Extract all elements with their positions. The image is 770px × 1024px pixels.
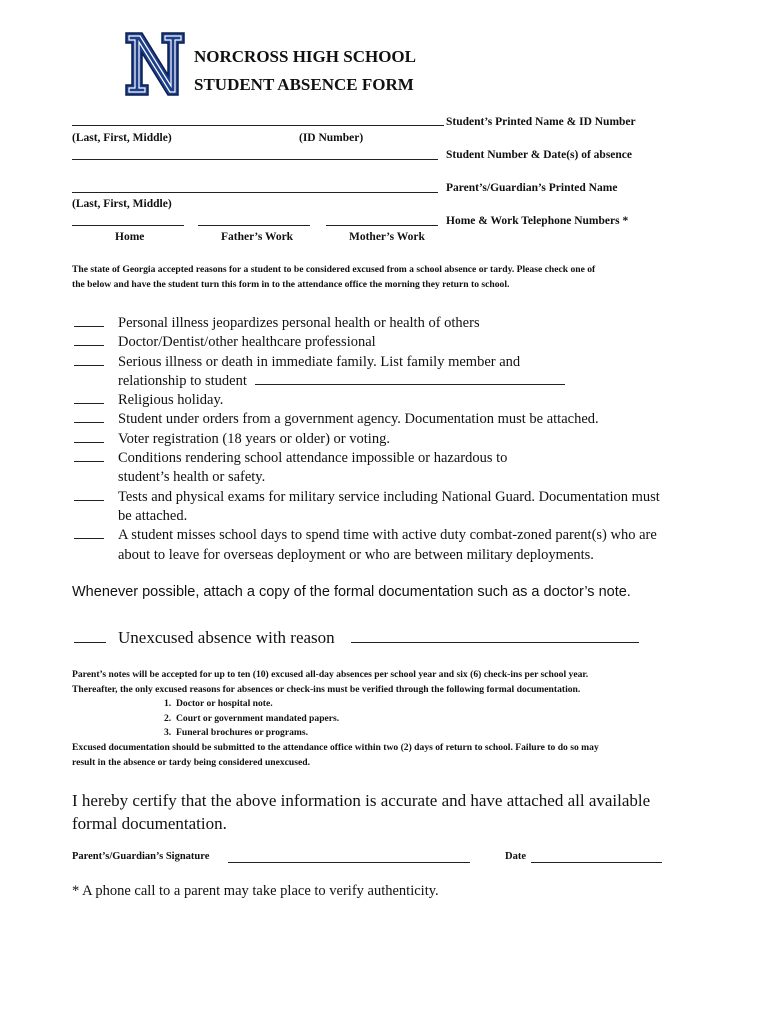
certify-line-1: I hereby certify that the above information is accurate and have attached all available — [72, 791, 651, 810]
reasons-list — [74, 314, 660, 565]
reason-item-8-cont: be attached. — [118, 507, 188, 524]
reason-item-1[interactable]: Personal illness jeopardizes personal health or health of others — [74, 314, 660, 333]
reason-item-7[interactable]: Conditions rendering school attendance impossible or hazardous to — [74, 449, 660, 468]
last-first-middle-label: (Last, First, Middle) — [72, 132, 172, 144]
intro-line-1: The state of Georgia accepted reasons for a student to be considered excused from a school absence or tardy. Please check one of — [72, 264, 596, 275]
check-blank[interactable] — [74, 526, 104, 539]
student-number-field[interactable] — [72, 148, 438, 160]
form-title: STUDENT ABSENCE FORM — [194, 75, 414, 94]
home-label: Home — [115, 231, 145, 243]
footnote: * A phone call to a parent may take place to verify authenticity. — [72, 883, 439, 899]
student-name-label: Student’s Printed Name & ID Number — [446, 116, 636, 128]
reason-item-9-cont: about to leave for overseas deployment or who are between military deployments. — [118, 546, 594, 563]
reason-item-5[interactable]: Student under orders from a government agency. Documentation must be attached. — [74, 410, 660, 429]
check-blank[interactable] — [74, 410, 104, 423]
policy-line-2: Thereafter, the only excused reasons for absences or check-ins must be verified through the following formal documentation. — [72, 684, 581, 695]
mothers-work-label: Mother’s Work — [349, 231, 425, 243]
reason-item-8[interactable]: Tests and physical exams for military service including National Guard. Documentation must — [74, 488, 660, 507]
signature-field[interactable] — [228, 851, 470, 863]
father-work-phone-field[interactable] — [198, 214, 310, 226]
student-name-field[interactable] — [72, 114, 444, 126]
reason-item-2[interactable]: Doctor/Dentist/other healthcare professional — [74, 333, 660, 352]
relationship-field[interactable] — [255, 372, 565, 385]
last-first-middle-label-2: (Last, First, Middle) — [72, 198, 172, 210]
policy-item-3: 3. Funeral brochures or programs. — [164, 727, 309, 738]
guardian-name-field[interactable] — [72, 181, 438, 193]
phone-label: Home & Work Telephone Numbers * — [446, 215, 629, 227]
check-blank[interactable] — [74, 333, 104, 346]
check-blank[interactable] — [74, 449, 104, 462]
student-number-label: Student Number & Date(s) of absence — [446, 149, 633, 161]
unexcused-reason-field[interactable] — [351, 627, 639, 643]
policy-line-3: Excused documentation should be submitted to the attendance office within two (2) days of return to school. Failure to do so may — [72, 742, 599, 753]
id-number-label: (ID Number) — [299, 132, 364, 144]
mother-work-phone-field[interactable] — [326, 214, 438, 226]
policy-item-1: 1. Doctor or hospital note. — [164, 698, 273, 709]
home-phone-field[interactable] — [72, 214, 184, 226]
reason-item-7-cont: student’s health or safety. — [118, 469, 266, 486]
unexcused-label: Unexcused absence with reason — [118, 628, 335, 647]
reason-item-3-cont: relationship to student — [74, 372, 660, 391]
fathers-work-label: Father’s Work — [221, 231, 294, 243]
check-blank[interactable] — [74, 488, 104, 501]
date-label: Date — [505, 851, 526, 862]
check-blank[interactable] — [74, 391, 104, 404]
reason-item-9[interactable]: A student misses school days to spend time with active duty combat-zoned parent(s) who are — [74, 526, 660, 545]
check-blank[interactable] — [74, 314, 104, 327]
unexcused-row[interactable] — [74, 627, 639, 648]
reason-item-4[interactable]: Religious holiday. — [74, 391, 660, 410]
signature-label: Parent’s/Guardian’s Signature — [72, 851, 210, 862]
check-blank[interactable] — [74, 353, 104, 366]
school-name: NORCROSS HIGH SCHOOL — [194, 47, 416, 66]
documentation-note: Whenever possible, attach a copy of the formal documentation such as a doctor’s note. — [72, 584, 631, 600]
certify-line-2: formal documentation. — [72, 814, 227, 833]
intro-line-2: the below and have the student turn this form in to the attendance office the morning they return to school. — [72, 279, 510, 290]
check-blank[interactable] — [74, 430, 104, 443]
school-logo — [124, 31, 186, 97]
policy-item-2: 2. Court or government mandated papers. — [164, 713, 340, 724]
date-field[interactable] — [531, 851, 662, 863]
guardian-name-label: Parent’s/Guardian’s Printed Name — [446, 182, 618, 194]
policy-line-4: result in the absence or tardy being considered unexcused. — [72, 757, 310, 768]
unexcused-check-blank[interactable] — [74, 628, 106, 643]
reason-item-3[interactable]: Serious illness or death in immediate family. List family member and — [74, 353, 660, 372]
reason-item-6[interactable]: Voter registration (18 years or older) or voting. — [74, 430, 660, 449]
policy-line-1: Parent’s notes will be accepted for up to ten (10) excused all-day absences per school year and six (6) check-ins per school year. — [72, 669, 589, 680]
